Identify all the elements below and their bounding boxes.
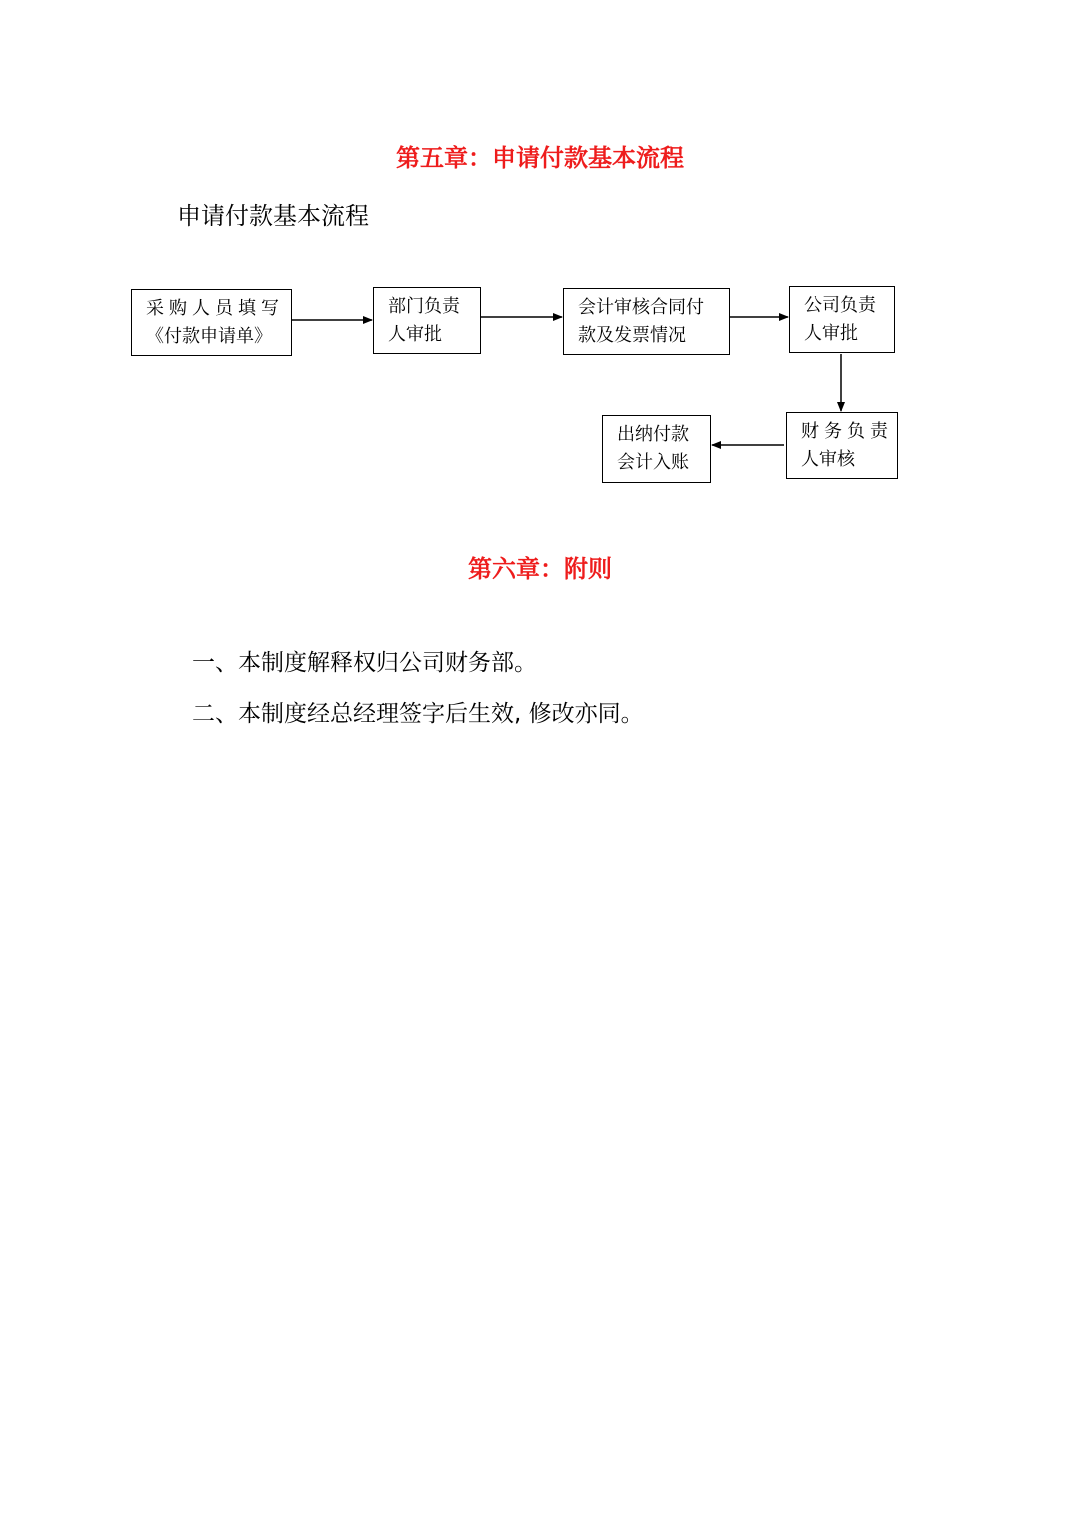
flow-step-line: 出纳付款 <box>617 424 689 445</box>
flow-step-line: 人审批 <box>804 323 858 344</box>
flow-step-line: 人审批 <box>388 324 442 345</box>
flow-step-cashier-payment <box>602 415 711 483</box>
chapter-5-title: 第五章：申请付款基本流程 <box>396 144 684 172</box>
flow-step-accounting-review <box>563 288 730 355</box>
flow-step-finance-head-review <box>786 412 898 479</box>
flow-step-line: 人审核 <box>801 449 855 470</box>
flow-step-line: 财务负责 <box>801 421 893 442</box>
flow-heading: 申请付款基本流程 <box>177 202 369 230</box>
clause-item: 二、本制度经总经理签字后生效, 修改亦同。 <box>192 701 644 727</box>
flow-step-department-head-approval <box>373 287 481 354</box>
flow-step-line: 款及发票情况 <box>578 325 686 346</box>
flow-step-line: 公司负责 <box>804 295 876 316</box>
flow-step-line: 会计入账 <box>617 452 689 473</box>
flow-step-line: 会计审核合同付 <box>578 297 704 318</box>
clause-item: 一、本制度解释权归公司财务部。 <box>192 650 537 676</box>
flow-step-line: 采购人员填写 <box>146 298 284 319</box>
flow-step-company-head-approval <box>789 286 895 353</box>
chapter-6-title: 第六章：附则 <box>468 555 612 583</box>
flow-step-line: 《付款申请单》 <box>146 326 272 347</box>
flow-step-purchaser-fill-form <box>131 289 292 356</box>
flow-step-line: 部门负责 <box>388 296 460 317</box>
